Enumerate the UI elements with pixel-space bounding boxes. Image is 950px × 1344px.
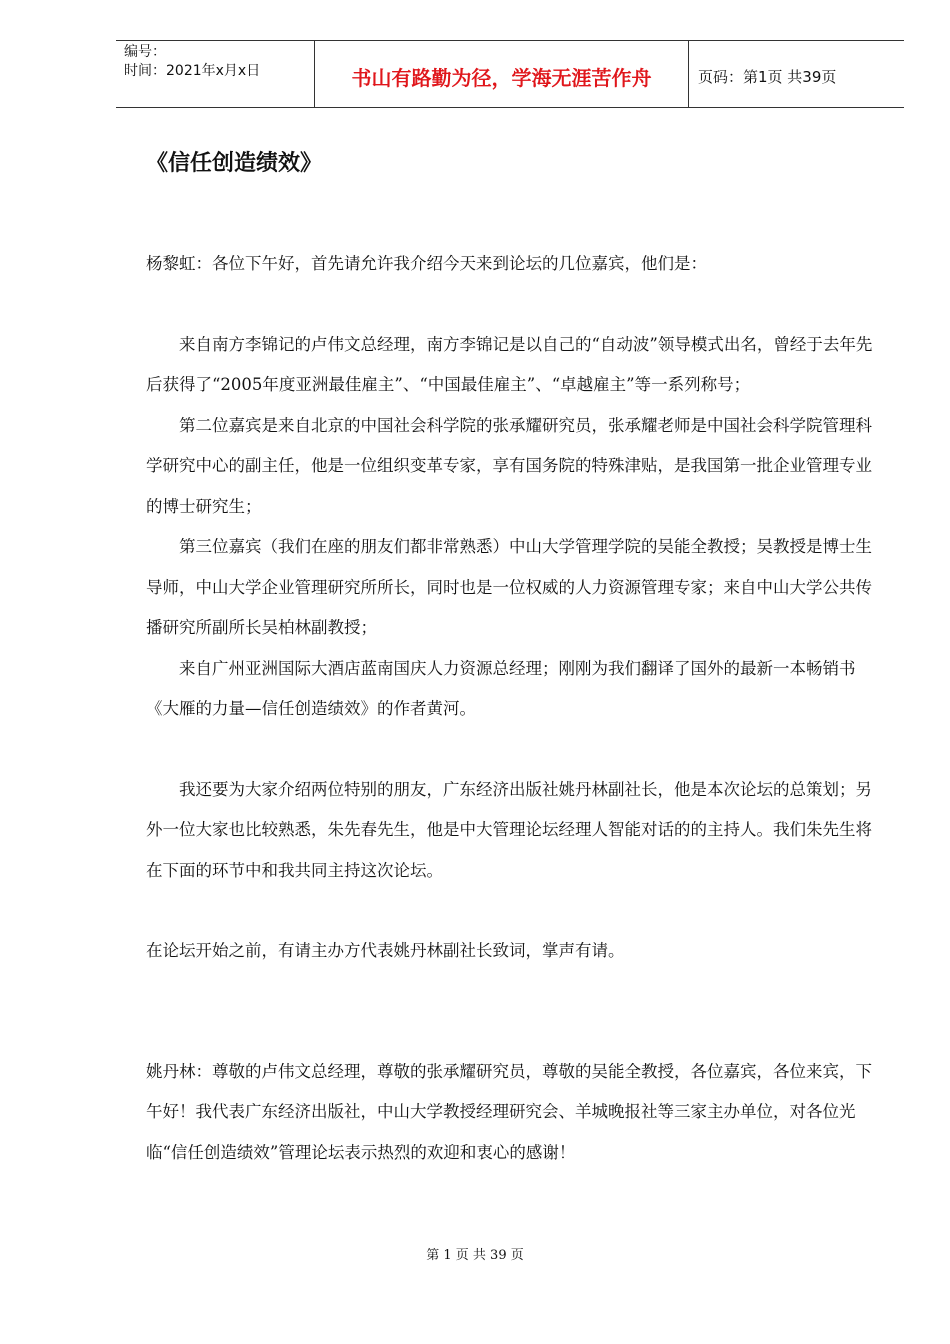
paragraph: 第二位嘉宾是来自北京的中国社会科学院的张承耀研究员，张承耀老师是中国社会科学院管理科学研究中心的副主任，他是一位组织变革专家，享有国务院的特殊津贴，是我国第一批企业管理专业的博士研究生； [146,415,872,516]
paragraph: 在论坛开始之前，有请主办方代表姚丹林副社长致词，掌声有请。 [146,941,625,960]
paragraph: 姚丹林：尊敬的卢伟文总经理，尊敬的张承耀研究员，尊敬的吴能全教授，各位嘉宾，各位来宾，下午好！我代表广东经济出版社，中山大学教授经理研究会、羊城晚报社等三家主办单位，对各位光临“信任创造绩效”管理论坛表示热烈的欢迎和衷心的感谢！ [146,1061,872,1162]
paragraph-gap [146,972,882,1012]
header-motto: 书山有路勤为径，学海无涯苦作舟 [315,41,689,107]
paragraph-gap [146,1012,882,1052]
paragraph: 杨黎虹：各位下午好，首先请允许我介绍今天来到论坛的几位嘉宾，他们是： [146,254,707,273]
paragraph: 我还要为大家介绍两位特别的朋友，广东经济出版社姚丹林副社长，他是本次论坛的总策划；另外一位大家也比较熟悉，朱先春先生，他是中大管理论坛经理人智能对话的的主持人。我们朱先生将在下面的环节中和我共同主持这次论坛。 [146,779,872,880]
page-header [116,40,904,108]
document-body [146,244,882,1173]
paragraph: 来自广州亚洲国际大酒店蓝南国庆人力资源总经理；刚刚为我们翻译了国外的最新一本畅销书《大雁的力量—信任创造绩效》的作者黄河。 [146,658,856,718]
document-title: 《信任创造绩效》 [146,151,323,176]
header-time: 时间：2021年x月x日 [124,63,261,79]
paragraph-gap [146,285,882,325]
header-meta [116,41,315,107]
header-number: 编号： [124,44,166,60]
paragraph-gap [146,730,882,770]
paragraph: 来自南方李锦记的卢伟文总经理，南方李锦记是以自己的“自动波”领导模式出名，曾经于去年先后获得了“2005年度亚洲最佳雇主”、“中国最佳雇主”、“卓越雇主”等一系列称号； [146,334,873,394]
paragraph: 第三位嘉宾（我们在座的朋友们都非常熟悉）中山大学管理学院的吴能全教授；吴教授是博士生导师，中山大学企业管理研究所所长，同时也是一位权威的人力资源管理专家；来自中山大学公共传播研究所副所长吴柏林副教授； [146,537,872,637]
page-footer: 第 1 页 共 39 页 [426,1248,524,1263]
header-page-number: 页码：第1页 共39页 [698,67,837,86]
paragraph-gap [146,891,882,931]
